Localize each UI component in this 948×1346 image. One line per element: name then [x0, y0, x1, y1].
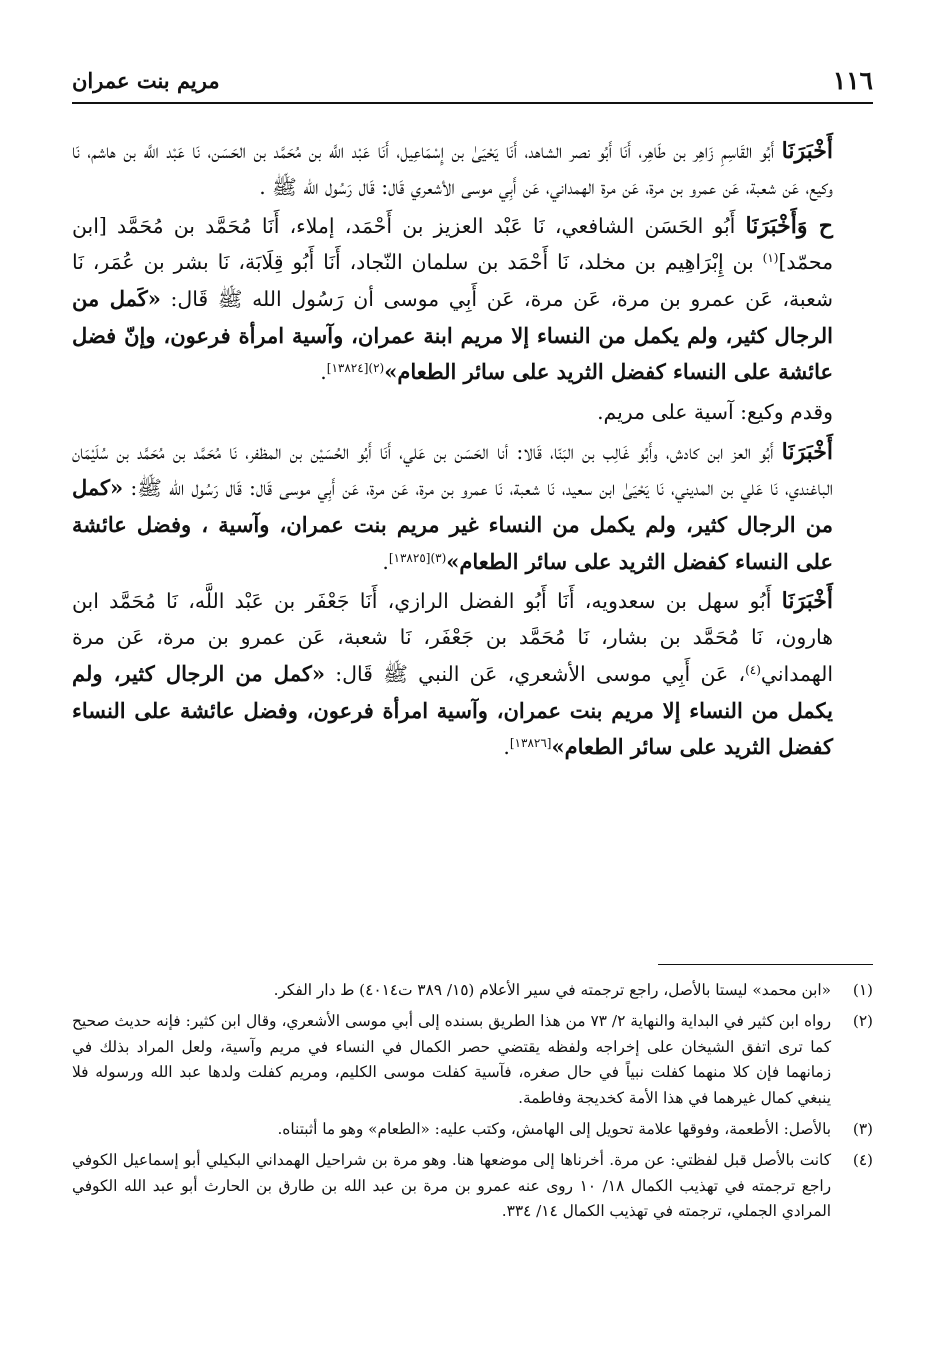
paragraph-text: أَبُو سهل بن سعدويه، أَنَا أَبُو الفضل الرازي، أَنَا جَعْفَر بن عَبْد اللَّه، نَا مُحَمَّد ابن هارون، نَا مُحَمَّد بن بشار، نَا مُحَمَّد بن جَعْفَر، نَا شعبة، عَن عمرو بن مرة، عَن مرة الهمداني: [72, 589, 833, 686]
paragraph-5: [72, 584, 873, 766]
footnote-number: (١): [852, 981, 873, 999]
chain-lead: ح وَأَخْبَرَنَا: [745, 213, 833, 240]
footnote-ref: [١٣٨٢٦]: [509, 736, 552, 751]
page-header: [72, 64, 873, 104]
footnote-text: بالأصل: الأطعمة، وفوقها علامة تحويل إلى الهامش، وكتب عليه: «الطعام» وهو ما أثبتناه.: [277, 1120, 831, 1139]
footnote-4: [72, 1148, 873, 1224]
paragraph-end: .: [382, 549, 389, 574]
paragraph-2: [72, 209, 873, 391]
footnote-ref: (٣)[١٣٨٢٥]: [388, 550, 447, 565]
footnote-ref: (١): [762, 251, 779, 266]
footnote-number: (٢): [852, 1012, 873, 1031]
chain-lead: أَخْبَرَنَا: [781, 438, 833, 465]
footnote-separator: [658, 964, 873, 965]
paragraph-end: .: [320, 360, 327, 385]
footnote-ref: (٤): [745, 662, 761, 677]
footnote-text: رواه ابن كثير في البداية والنهاية ٢/ ٧٣ من هذا الطريق بسنده إلى أبي موسى الأشعري، وقال ابن كثير: فإنه حديث صحيح كما ترى اتفق الشيخان على إخراجه ولفظه يقتضي حصر الكمال في النساء في مريم وآسية، ولعل المراد بذلك في زمانهما فإن كلا منهما كفلت نبياً في حال صغره، فآسية كفلت موسى الكليم، ومريم كفلت ولدها عبد الله ورسوله فلا ينبغي كمال غيرهما في هذا الأمة كخديجة وفاطمة.: [72, 1012, 831, 1107]
footnote-text: كانت بالأصل قبل لفظتي: عن مرة. أخرناها إلى موضعها هنا. وهو مرة بن شراحيل الهمداني البكيلي أبو إسماعيل الكوفي راجع ترجمته في تهذيب الكمال ١٨/ ١٠ روى عنه عمرو بن مرة بن عبد الله بن طارق بن الحارث أبو عبد الله الكوفي المرادي الجملي، ترجمته في تهذيب الكمال ١٤/ ٣٣٤.: [72, 1151, 832, 1221]
paragraph-text: وقدم وكيع: آسية على مريم.: [597, 399, 833, 424]
main-text: [72, 134, 873, 770]
footnote-3: [72, 1117, 873, 1142]
footnote-text: «ابن محمد» ليستا بالأصل، راجع ترجمته في سير الأعلام (١٥/ ٣٨٩ ت٤٠١٤) ط دار الفكر.: [273, 981, 831, 999]
paragraph-1: [72, 134, 873, 205]
chain-lead: أَخْبَرَنَا: [781, 588, 833, 615]
chain-lead: أَخْبَرَنَا: [781, 138, 833, 164]
hadith-text: «كَمل من الرجال كثير، ولم يكمل من النساء إلا مريم ابنة عمران، وآسية امرأة فرعون، وإنّ فضل عائشة على النساء كفضل الثريد على سائر الطعام»: [72, 285, 833, 385]
footnote-2: [72, 1009, 873, 1111]
page-number: ١١٦: [832, 66, 873, 95]
footnote-number: (٤): [852, 1151, 873, 1170]
paragraph-4: [72, 435, 873, 581]
paragraph-text: أَبُو العز ابن كادش، وأَبُو غَالِب بن البَنّا، قَالا: أنا الحَسَن بن عَلي، أَنَا أَبُو الحُسَيْن بن المظفر، نَا مُحَمَّد بن مُحَمَّد بن سُلَيْمَان الباغندي، نَا عَلي بن المديني، نَا يَحْيَىٰ ابن سعيد، نَا شعبة، نَا عمرو بن مرة، عَن مرة، عَن أَبِي موسى قَال: قَال رَسُول الله ﷺ:: [72, 439, 833, 501]
footnote-1: [72, 978, 873, 1003]
footnote-ref: (٢)[١٣٨٢٤]: [326, 361, 385, 376]
hadith-text: «كمل من الرجال كثير، ولم يكمل من النساء غير مريم بنت عمران، وآسية ، وفضل عائشة على النساء كفضل الثريد على سائر الطعام»: [72, 475, 833, 574]
running-title: مريم بنت عمران: [72, 68, 220, 93]
paragraph-text: ، عَن أَبِي موسى الأشعري، عَن النبي ﷺ قَال:: [324, 661, 746, 686]
paragraph-text: أَبُو الحَسَن الشافعي، نَا عَبْد العزيز بن أَحْمَد، إملاء، أَنَا مُحَمَّد بن مُحَمَّد [ابن محمّد]: [72, 214, 833, 275]
paragraph-text: أَبُو القَاسِمِ زَاهِر بن طَاهِر، أَنَا أَبُو نصر الشاهد، أَنَا يَحْيَىٰ بن إِسْمَاعِيل، أَنَا عَبْد اللَّه بن مُحَمَّد بن الحَسَن، نَا عَبْد اللَّه بن هاشم، نَا وكيع، عَن شعبة، عَن عمرو بن مرة، عَن مرة الهمداني، عَن أَبِي موسى الأشعري قَال: قَال رَسُول الله ﷺ .: [72, 139, 833, 199]
hadith-text: «كمل من الرجال كثير، ولم يكمل من النساء إلا مريم بنت عمران، وآسية امرأة فرعون، وفضل عائشة على النساء كفضل الثريد على سائر الطعام»: [72, 660, 833, 760]
footnote-number: (٣): [852, 1120, 873, 1139]
paragraph-end: .: [503, 735, 510, 760]
paragraph-3: [72, 395, 873, 431]
paragraph-text: بن إِبْرَاهِيم بن مخلد، نَا أَحْمَد بن سلمان النّجاد، أَنَا أَبُو قِلَابَة، نَا بشر بن عُمَر، نَا شعبة، عَن عمرو بن مرة، عَن مرة، عَن أَبِي موسى أن رَسُول الله ﷺ قَال:: [72, 250, 833, 311]
footnotes: [72, 978, 873, 1231]
